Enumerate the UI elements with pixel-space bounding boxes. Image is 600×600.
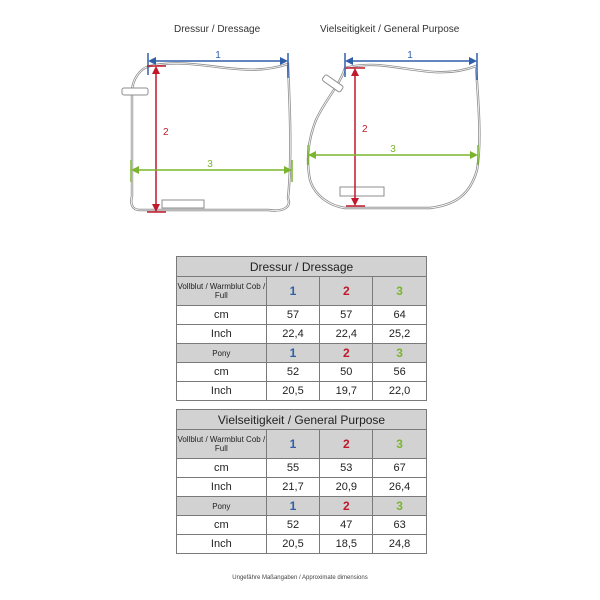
unit-cell: Inch bbox=[177, 325, 267, 344]
general-purpose-label-2: 2 bbox=[362, 124, 368, 135]
table-row bbox=[177, 306, 427, 325]
table-pony-header-row bbox=[177, 497, 427, 516]
pony-label: Pony bbox=[177, 344, 267, 363]
table-row bbox=[177, 459, 427, 478]
col-label-1: 1 bbox=[266, 344, 320, 363]
dressage-diagram-title: Dressur / Dressage bbox=[174, 24, 261, 35]
value-cell: 63 bbox=[373, 516, 427, 535]
table-title: Vielseitigkeit / General Purpose bbox=[177, 410, 427, 430]
value-cell: 55 bbox=[266, 459, 320, 478]
value-cell: 57 bbox=[266, 306, 320, 325]
unit-cell: cm bbox=[177, 459, 267, 478]
general-purpose-measure-3 bbox=[308, 144, 478, 165]
dressage-measure-2 bbox=[147, 66, 169, 212]
pony-label: Pony bbox=[177, 497, 267, 516]
value-cell: 22,4 bbox=[320, 325, 373, 344]
col-label-3: 3 bbox=[373, 277, 427, 306]
general-purpose-measure-2 bbox=[346, 68, 368, 206]
table-header-row bbox=[177, 430, 427, 459]
col-label-3: 3 bbox=[373, 497, 427, 516]
value-cell: 20,5 bbox=[266, 535, 320, 554]
value-cell: 50 bbox=[320, 363, 373, 382]
col-label-3: 3 bbox=[373, 430, 427, 459]
value-cell: 57 bbox=[320, 306, 373, 325]
table-row bbox=[177, 325, 427, 344]
value-cell: 20,9 bbox=[320, 478, 373, 497]
table-row bbox=[177, 363, 427, 382]
dressage-pad-outline bbox=[122, 63, 290, 210]
unit-cell: Inch bbox=[177, 535, 267, 554]
value-cell: 21,7 bbox=[266, 478, 320, 497]
footnote: Ungefähre Maßangaben / Approximate dimensions bbox=[232, 575, 368, 581]
dressage-label-2: 2 bbox=[163, 127, 169, 138]
general-purpose-label-1: 1 bbox=[407, 50, 413, 61]
value-cell: 25,2 bbox=[373, 325, 427, 344]
value-cell: 52 bbox=[266, 516, 320, 535]
unit-cell: Inch bbox=[177, 382, 267, 401]
table-row bbox=[177, 478, 427, 497]
col-label-2: 2 bbox=[320, 344, 373, 363]
col-label-3: 3 bbox=[373, 344, 427, 363]
general-purpose-pad-outline bbox=[308, 65, 479, 208]
unit-cell: cm bbox=[177, 363, 267, 382]
col-label-2: 2 bbox=[320, 277, 373, 306]
col-label-1: 1 bbox=[266, 430, 320, 459]
value-cell: 22,4 bbox=[266, 325, 320, 344]
table-title: Dressur / Dressage bbox=[177, 257, 427, 277]
category-label: Vollblut / Warmblut Cob / Full bbox=[177, 277, 267, 306]
category-label: Vollblut / Warmblut Cob / Full bbox=[177, 430, 267, 459]
dressage-measure-3 bbox=[131, 159, 292, 182]
col-label-2: 2 bbox=[320, 497, 373, 516]
value-cell: 67 bbox=[373, 459, 427, 478]
saddle-pad-diagrams bbox=[0, 0, 600, 230]
table-header-row bbox=[177, 277, 427, 306]
unit-cell: cm bbox=[177, 516, 267, 535]
table-pony-header-row bbox=[177, 344, 427, 363]
col-label-2: 2 bbox=[320, 430, 373, 459]
col-label-1: 1 bbox=[266, 277, 320, 306]
value-cell: 19,7 bbox=[320, 382, 373, 401]
value-cell: 47 bbox=[320, 516, 373, 535]
general-purpose-size-table bbox=[176, 409, 427, 554]
dressage-size-table bbox=[176, 256, 427, 401]
table-row bbox=[177, 382, 427, 401]
unit-cell: Inch bbox=[177, 478, 267, 497]
value-cell: 52 bbox=[266, 363, 320, 382]
value-cell: 24,8 bbox=[373, 535, 427, 554]
table-row bbox=[177, 516, 427, 535]
dressage-label-1: 1 bbox=[215, 50, 221, 61]
value-cell: 26,4 bbox=[373, 478, 427, 497]
general-purpose-diagram-title: Vielseitigkeit / General Purpose bbox=[320, 24, 460, 35]
col-label-1: 1 bbox=[266, 497, 320, 516]
value-cell: 22,0 bbox=[373, 382, 427, 401]
unit-cell: cm bbox=[177, 306, 267, 325]
value-cell: 56 bbox=[373, 363, 427, 382]
value-cell: 64 bbox=[373, 306, 427, 325]
table-row bbox=[177, 535, 427, 554]
value-cell: 20,5 bbox=[266, 382, 320, 401]
general-purpose-label-3: 3 bbox=[390, 144, 396, 155]
value-cell: 18,5 bbox=[320, 535, 373, 554]
value-cell: 53 bbox=[320, 459, 373, 478]
dressage-label-3: 3 bbox=[207, 159, 213, 170]
